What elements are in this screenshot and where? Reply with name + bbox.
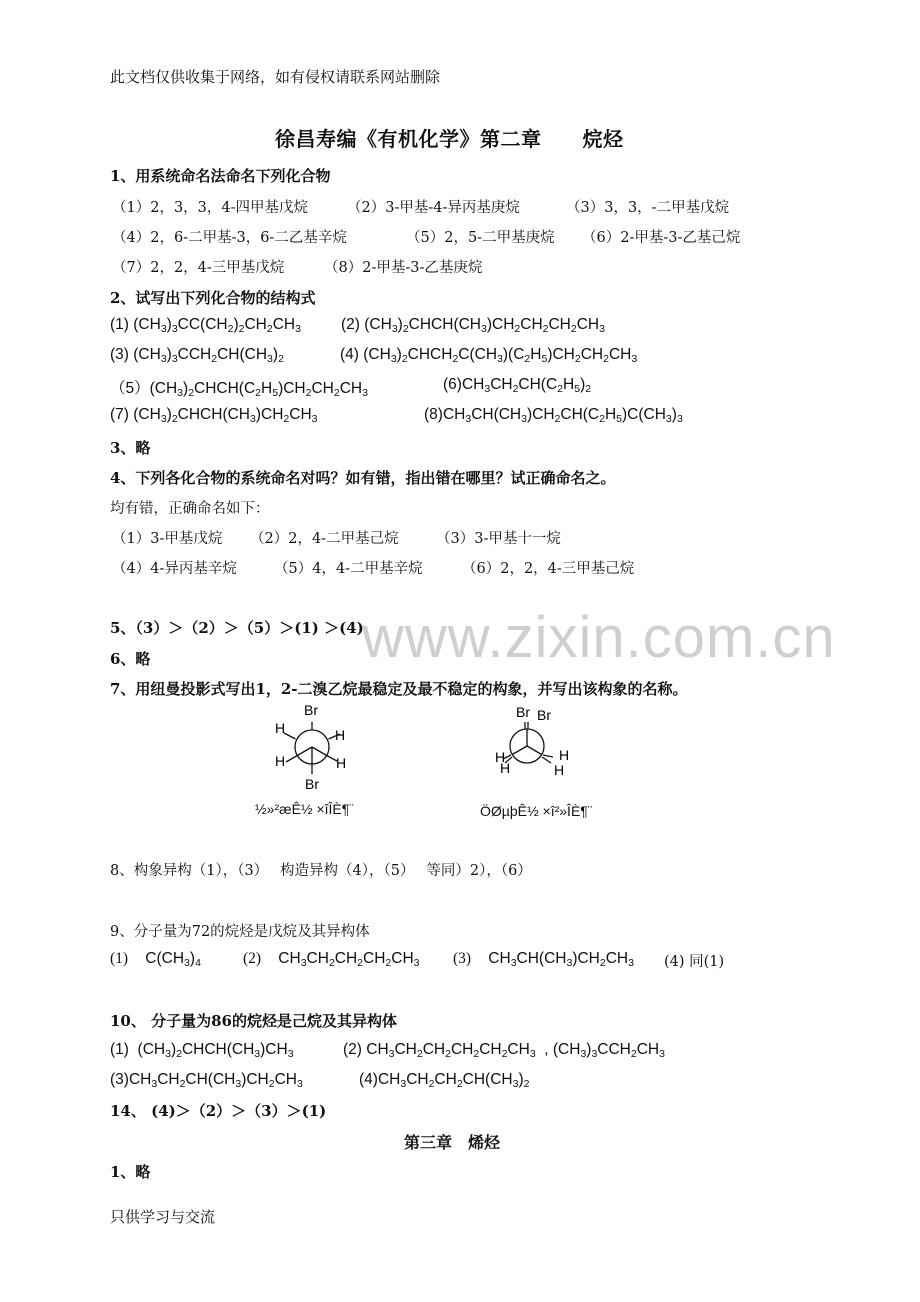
q4-item: （1）3-甲基戊烷 [112,531,223,547]
q1-item: （7）2，2，4-三甲基戊烷 [112,260,285,276]
page-title: 徐昌寿编《有机化学》第二章 烷烃 [275,127,624,151]
q4-item: （6）2，2，4-三甲基己烷 [462,561,635,577]
q2-formula: $(8)CH_3CH(CH_3)CH_2CH(C_2H_5)C(CH_3)_3$ [424,406,683,425]
atom-label: H [336,755,347,771]
atom-label: H [559,747,570,763]
q4-title: 4、下列各化合物的系统命名对吗？如有错，指出错在哪里？试正确命名之。 [110,469,616,487]
atom-label: Br [305,776,319,792]
q4-item: （4）4-异丙基辛烷 [112,561,237,577]
newman-eclipsed-diagram [485,700,595,800]
atom-label: H [500,760,511,776]
q9-formula: (1) $C(CH_3)_4$ [110,950,201,969]
q4-item: （3）3-甲基十一烷 [436,531,561,547]
atom-label: Br [537,707,551,723]
q1-item: （5）2，5-二甲基庚烷 [406,230,555,246]
q3: 3、略 [110,439,151,457]
q14: 14、 (4)＞（2）＞（3）＞(1) [110,1102,327,1120]
atom-label: H [495,749,506,765]
q1-item: （6）2-甲基-3-乙基己烷 [582,230,741,246]
q4-item: （2）2，4-二甲基己烷 [250,531,399,547]
q9-formula: (2) $CH_3CH_2CH_2CH_2CH_3$ [243,950,420,969]
footer-note: 只供学习与交流 [110,1208,216,1226]
q10-formula: $(4)CH_3CH_2CH_2CH(CH_3)_2$ [359,1071,530,1090]
atom-label: H [335,727,346,743]
q2-formula: (7) $(CH_3)_2CHCH(CH_3)CH_2CH_3$ [110,406,318,425]
q1-title: 1、用系统命名法命名下列化合物 [110,167,331,185]
atom-label: H [275,753,286,769]
q2-formula: (4) $(CH_3)_2CHCH_2C(CH_3)(C_2H_5)CH_2CH_2CH_3$ [340,346,638,365]
q10-formula: $(3)CH_3CH_2CH(CH_3)CH_2CH_3$ [110,1071,303,1090]
q6: 6、略 [110,650,151,668]
chapter3-q1: 1、略 [110,1163,151,1181]
q4-item: （5）4，4-二甲基辛烷 [274,561,423,577]
q1-item: （1）2，3，3，4-四甲基戊烷 [112,200,309,216]
q10-formula: (2) $CH_3CH_2CH_2CH_2CH_2CH_3$ , $(CH_3)_3CCH_2CH_3$ [343,1041,665,1060]
q9-formula: (3) $CH_3CH(CH_3)CH_2CH_3$ [453,950,634,969]
q2-title: 2、试写出下列化合物的结构式 [110,289,316,307]
q9-title: 9、分子量为72的烷烃是戊烷及其异构体 [110,924,370,940]
atom-label: Br [516,704,530,720]
q2-formula: (3) $(CH_3)_3CCH_2CH(CH_3)_2$ [110,346,284,365]
q2-formula: $(5)(CH_3)_2CHCH(C_2H_5)CH_2CH_2CH_3$ [110,380,368,399]
q4-intro: 均有错，正确命名如下： [110,501,270,517]
atom-label: H [554,762,565,778]
q1-item: （8）2-甲基-3-乙基庚烷 [324,260,483,276]
watermark: www.zixin.com.cn [362,605,836,670]
atom-label: H [275,720,286,736]
newman-left-caption: ½»²æÊ½ ×îÎÈ¶¨ [255,801,354,817]
q1-item: （2）3-甲基-4-异丙基庚烷 [347,200,520,216]
q2-formula: $(6)CH_3CH_2CH(C_2H_5)_2$ [443,376,592,395]
q1-item: （3）3，3，-二甲基戊烷 [566,200,730,216]
newman-right-caption: ÖØµþÊ½ ×î²»ÎÈ¶¨ [480,803,593,819]
q7-title: 7、用纽曼投影式写出1，2-二溴乙烷最稳定及最不稳定的构象，并写出该构象的名称。 [110,680,688,698]
q1-item: （4）2，6-二甲基-3，6-二乙基辛烷 [112,230,347,246]
header-note: 此文档仅供收集于网络，如有侵权请联系网站删除 [110,68,441,86]
atom-label: Br [304,702,318,718]
q2-formula: (2) $(CH_3)_2CHCH(CH_3)CH_2CH_2CH_2CH_3$ [341,316,605,335]
q10-formula: (1) $(CH_3)_2CHCH(CH_3)CH_3$ [110,1041,294,1060]
q10-title: 10、 分子量为86的烷烃是己烷及其异构体 [110,1012,397,1030]
newman-staggered-diagram [260,700,370,800]
q9-formula: (4) 同(1) [664,954,725,970]
q2-formula: (1) $(CH_3)_3CC(CH_2)_2CH_2CH_3$ [110,316,301,335]
chapter3-title: 第三章 烯烃 [404,1133,501,1152]
q5: 5、（3）＞（2）＞（5）＞(1) ＞(4) [110,619,364,637]
q8: 8、构象异构（1），（3） 构造异构（4），（5） 等同）2），（6） [110,863,532,879]
